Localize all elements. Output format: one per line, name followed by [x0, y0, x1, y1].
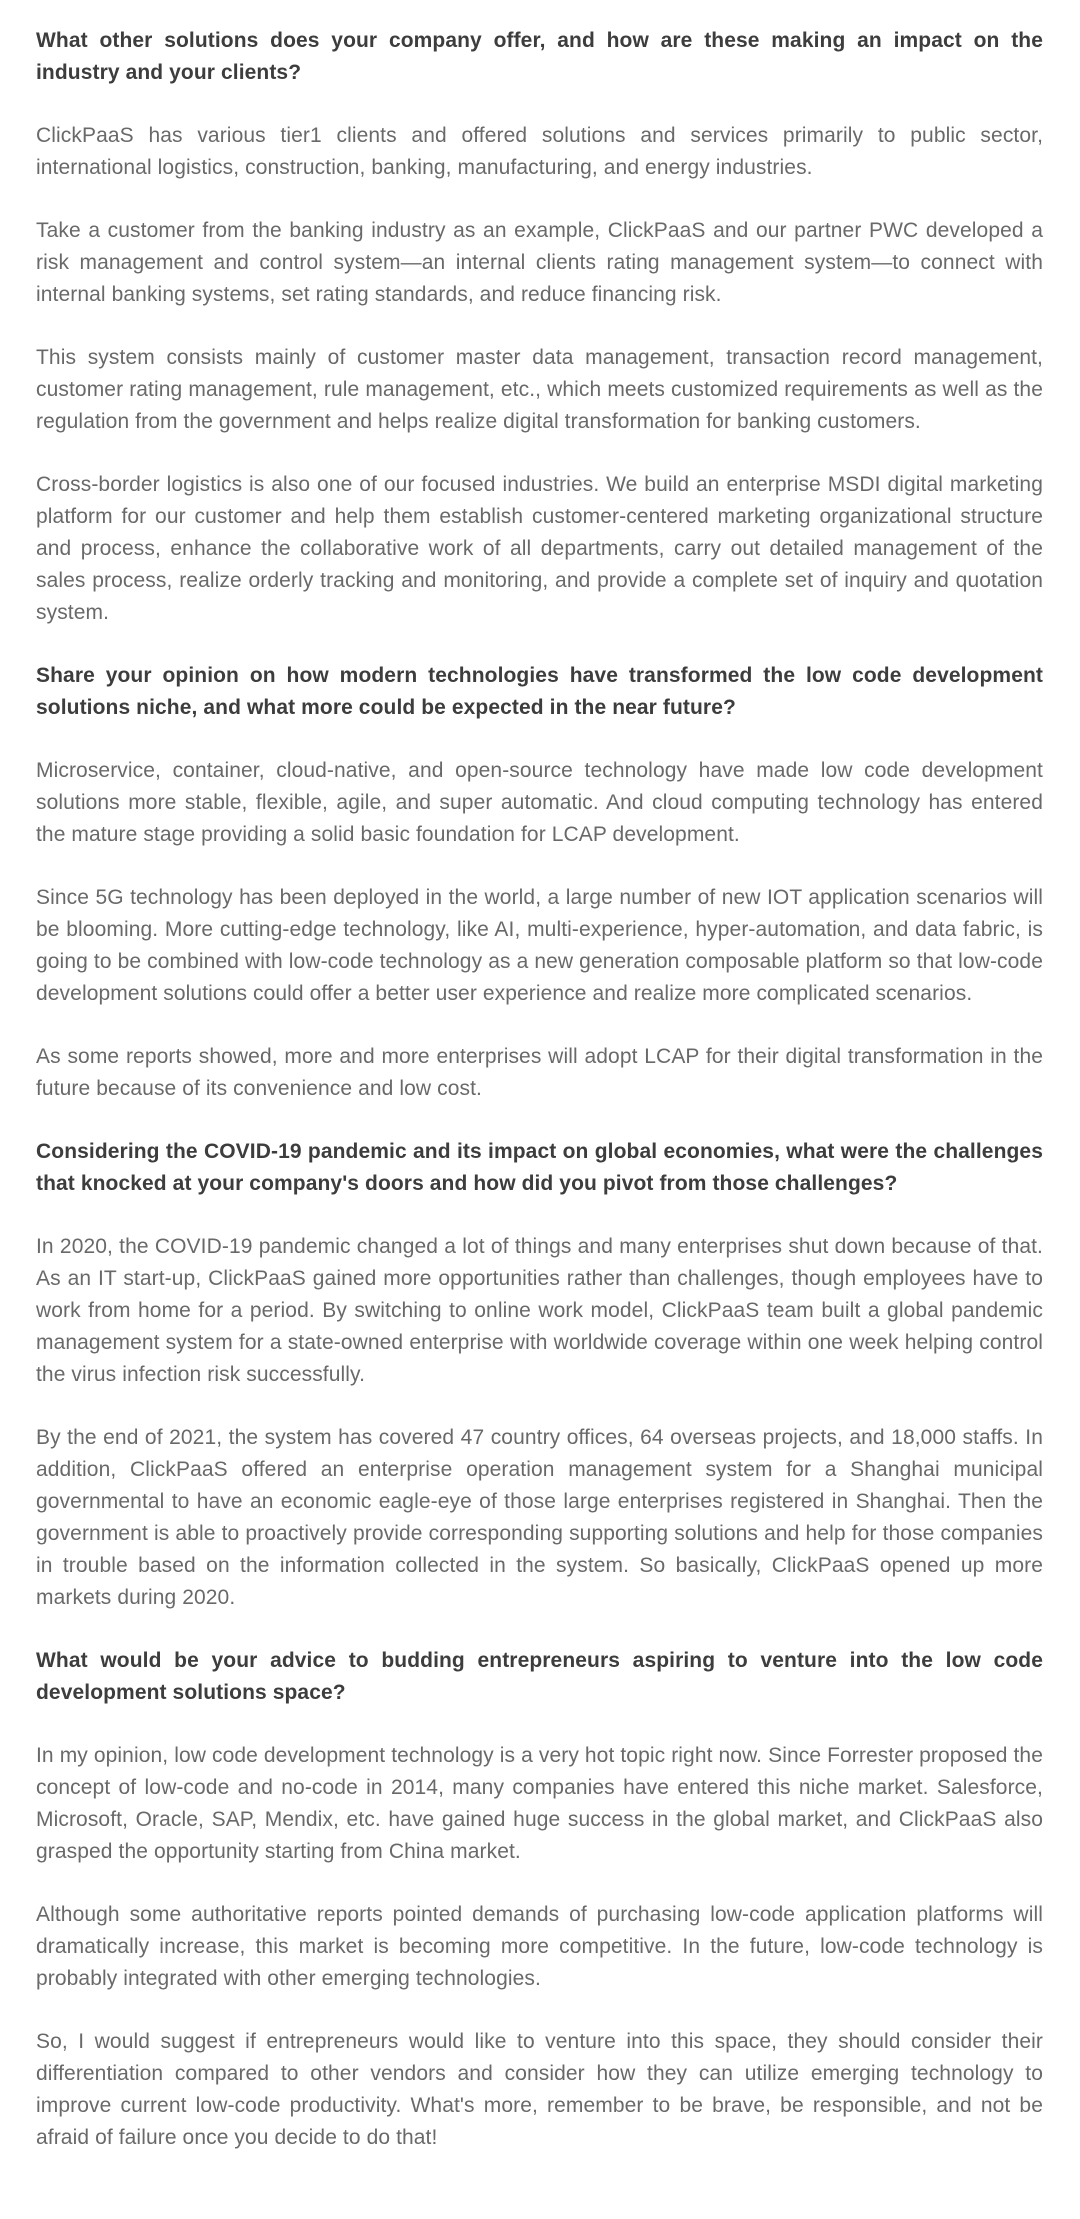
answer-paragraph: This system consists mainly of customer master data management, transaction record management, customer rating management, rule management, etc., which meets customized requirements as well as the regulation from the government and helps realize digital transformation for banking customers.: [36, 346, 1043, 433]
answer-paragraph: By the end of 2021, the system has covered 47 country offices, 64 overseas projects, and 18,000 staffs. In addition, ClickPaaS offered an enterprise operation management system for a Shanghai municipal governmental to have an economic eagle-eye of those large enterprises registered in Shanghai. Then the government is able to proactively provide corresponding supporting solutions and help for those companies in trouble based on the information collected in the system. So basically, ClickPaaS opened up more markets during 2020.: [36, 1426, 1043, 1609]
answer-paragraph: Microservice, container, cloud-native, and open-source technology have made low code development solutions more stable, flexible, agile, and super automatic. And cloud computing technology has entered the mature stage providing a solid basic foundation for LCAP development.: [36, 759, 1043, 846]
answer-paragraph: Take a customer from the banking industry as an example, ClickPaaS and our partner PWC developed a risk management and control system—an internal clients rating management system—to connect with internal banking systems, set rating standards, and reduce financing risk.: [36, 219, 1043, 306]
question-heading: Share your opinion on how modern technologies have transformed the low code development solutions niche, and what more could be expected in the near future?: [36, 664, 1043, 719]
answer-paragraph: In my opinion, low code development technology is a very hot topic right now. Since Forrester proposed the concept of low-code and no-code in 2014, many companies have entered this niche market. Salesforce, Microsoft, Oracle, SAP, Mendix, etc. have gained huge success in the global market, and ClickPaaS also grasped the opportunity starting from China market.: [36, 1744, 1043, 1863]
answer-paragraph: ClickPaaS has various tier1 clients and offered solutions and services primarily to public sector, international logistics, construction, banking, manufacturing, and energy industries.: [36, 124, 1043, 179]
answer-paragraph: Cross-border logistics is also one of our focused industries. We build an enterprise MSDI digital marketing platform for our customer and help them establish customer-centered marketing organizational structure and process, enhance the collaborative work of all departments, carry out detailed management of the sales process, realize orderly tracking and monitoring, and provide a complete set of inquiry and quotation system.: [36, 473, 1043, 624]
answer-paragraph: Since 5G technology has been deployed in the world, a large number of new IOT application scenarios will be blooming. More cutting-edge technology, like AI, multi-experience, hyper-automation, and data fabric, is going to be combined with low-code technology as a new generation composable platform so that low-code development solutions could offer a better user experience and realize more complicated scenarios.: [36, 886, 1043, 1005]
question-heading: What other solutions does your company offer, and how are these making an impact on the industry and your clients?: [36, 29, 1043, 84]
answer-paragraph: So, I would suggest if entrepreneurs would like to venture into this space, they should consider their differentiation compared to other vendors and consider how they can utilize emerging technology to improve current low-code productivity. What's more, remember to be brave, be responsible, and not be afraid of failure once you decide to do that!: [36, 2030, 1043, 2149]
answer-paragraph: As some reports showed, more and more enterprises will adopt LCAP for their digital transformation in the future because of its convenience and low cost.: [36, 1045, 1043, 1100]
answer-paragraph: Although some authoritative reports pointed demands of purchasing low-code application platforms will dramatically increase, this market is becoming more competitive. In the future, low-code technology is probably integrated with other emerging technologies.: [36, 1903, 1043, 1990]
question-heading: What would be your advice to budding entrepreneurs aspiring to venture into the low code development solutions space?: [36, 1649, 1043, 1704]
question-heading: Considering the COVID-19 pandemic and its impact on global economies, what were the challenges that knocked at your company's doors and how did you pivot from those challenges?: [36, 1140, 1043, 1195]
answer-paragraph: In 2020, the COVID-19 pandemic changed a lot of things and many enterprises shut down because of that. As an IT start-up, ClickPaaS gained more opportunities rather than challenges, though employees have to work from home for a period. By switching to online work model, ClickPaaS team built a global pandemic management system for a state-owned enterprise with worldwide coverage within one week helping control the virus infection risk successfully.: [36, 1235, 1043, 1386]
